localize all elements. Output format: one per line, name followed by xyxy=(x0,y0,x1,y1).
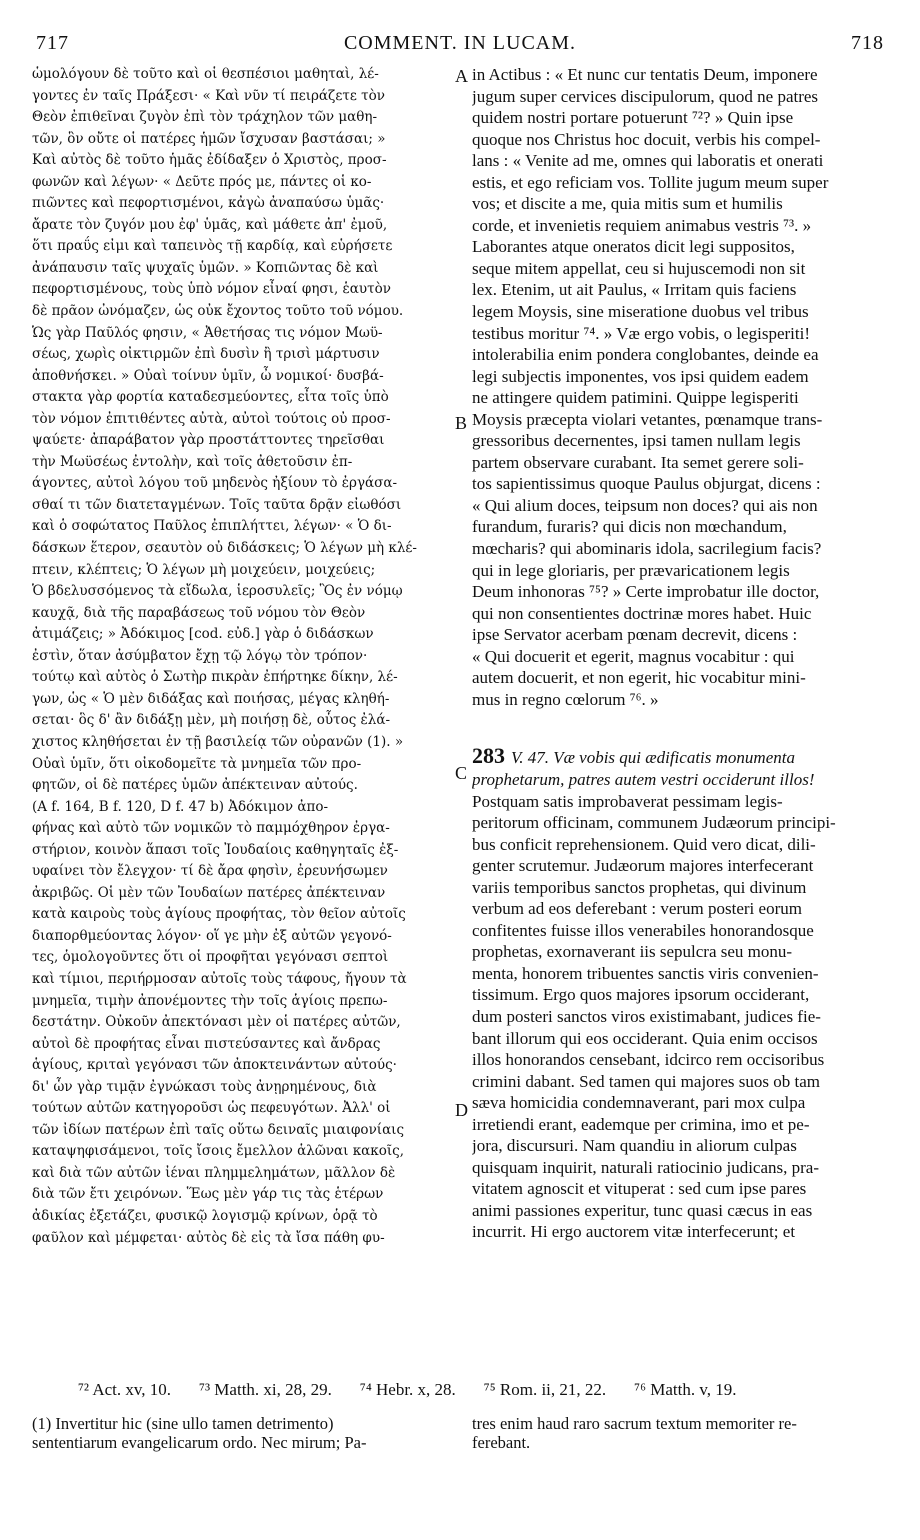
latin-text-line: corde, et invenietis requiem animabus vestris ⁷³. » xyxy=(472,215,812,235)
greek-text-line: ἐστὶν, ὅταν ἀσύμβατον ἔχῃ τῷ λόγῳ τὸν τρόπον· xyxy=(32,647,368,664)
greek-text-line: στακτα γὰρ φορτία καταδεσμεύοντες, εἶτα τοῖς ὑπὸ xyxy=(32,389,389,406)
latin-text-line: ne attingere quidem patimini. Quippe legisperiti xyxy=(472,388,799,408)
greek-text-line: στήριον, κοινὸν ἅπασι τοῖς Ἰουδαίοις καθηγηταῖς ἐξ- xyxy=(32,841,399,858)
greek-text-line: γων, ὡς « Ὁ μὲν διδάξας καὶ ποιήσας, μέγας κληθή- xyxy=(32,690,390,707)
greek-text-line: μνημεῖα, τιμὴν ἀπονέμοντες τὴν τοῖς ἁγίοις πρεπω- xyxy=(32,992,388,1009)
note-text-line: sententiarum evangelicarum ordo. Nec mirum; Pa- xyxy=(32,1433,367,1452)
latin-text-line: incurrit. Hi ergo auctorem vitæ interfecerunt; et xyxy=(472,1222,796,1242)
latin-section-a xyxy=(472,64,886,710)
latin-text-line: intolerabilia enim pondera conglobantes, deinde ea xyxy=(472,345,819,365)
latin-text-line: sæva homicidia condemnaverant, pari mox culpa xyxy=(472,1093,806,1113)
latin-text-line: bus conficit reprehensionem. Quid vero dicat, dili- xyxy=(472,834,816,854)
page-number-right: 718 xyxy=(851,32,884,54)
greek-text-line: ἀκριβῶς. Οἱ μὲν τῶν Ἰουδαίων πατέρες ἀπέκτειναν xyxy=(32,884,386,901)
latin-text-line: qui non consentientes doctrinæ mores habet. Huic xyxy=(472,603,812,623)
footnote-left xyxy=(32,1414,456,1452)
latin-text-line: dum posteri sanctos viros existimabant, judices fie- xyxy=(472,1006,821,1026)
greek-text-line: καὶ ὁ σοφώτατος Παῦλος ἐπιπλήττει, λέγων· « Ὁ δι- xyxy=(32,518,392,535)
latin-text-line: qui in lege gloriaris, per prævaricationem legis xyxy=(472,560,790,580)
greek-text-line: τες, ὁμολογοῦντες ὅτι οἱ προφῆται γεγόνασι σεπτοὶ xyxy=(32,949,389,966)
footnote-reference: ⁷⁵ Rom. ii, 21, 22. xyxy=(483,1380,607,1399)
greek-text-line: σθαί τι τῶν διατεταγμένων. Τοῖς ταῦτα δρᾷν εἰωθόσι xyxy=(32,496,402,513)
greek-text-line: τούτῳ καὶ αὐτὸς ὁ Σωτὴρ πικρὰν ἐπήρτηκε δίκην, λέ- xyxy=(32,669,398,686)
running-header xyxy=(36,32,884,62)
greek-text-line: φαῦλον καὶ μέμφεται· αὐτὸς δὲ εἰς τὰ ἴσα πάθη φυ- xyxy=(32,1229,385,1246)
latin-text-line: autem docuerit, et non egerit, hic vocabitur mini- xyxy=(472,668,806,688)
latin-text-line: Deum inhonoras ⁷⁵? » Certe improbatur ille doctor, xyxy=(472,582,820,602)
latin-text-line: gressoribus decernentes, ipsi tamen nullam legis xyxy=(472,431,801,451)
latin-text-line: prophetas, exornaverant iis sepulcra seu monu- xyxy=(472,942,793,962)
greek-text-line: γοντες ἐν ταῖς Πράξεσι· « Καὶ νῦν τί πειράζετε τὸν xyxy=(32,87,385,104)
section-heading xyxy=(472,745,886,790)
greek-text-line: σέως, χωρὶς οἰκτιρμῶν ἐπὶ δυσὶν ἢ τρισὶ μάρτυσιν xyxy=(32,346,380,363)
footnote-reference: ⁷⁴ Hebr. x, 28. xyxy=(359,1380,456,1399)
latin-text-line: mus in regno cœlorum ⁷⁶. » xyxy=(472,689,659,709)
latin-text-line: Laborantes atque oneratos dicit legi suppositos, xyxy=(472,237,795,257)
latin-text-line: tissimum. Ergo quos majores ipsorum occiderant, xyxy=(472,985,810,1005)
greek-text-line: τὴν Μωϋσέως ἐντολὴν, καὶ τοῖς ἀθετοῦσιν ἐπ- xyxy=(32,453,353,470)
latin-text-line: legi subjectis imponentes, vos ipsi quidem eadem xyxy=(472,366,809,386)
greek-text-line: καταψηφισάμενοι, τοῖς ἴσοις ἔμελλον ἁλῶναι κακοῖς, xyxy=(32,1143,404,1160)
margin-marker-b: B xyxy=(455,413,468,433)
greek-text-line: πτειν, κλέπτεις; Ὁ λέγων μὴ μοιχεύειν, μοιχεύεις; xyxy=(32,561,376,578)
greek-text-line: Καὶ αὐτὸς δὲ τοῦτο ἡμᾶς ἐδίδαξεν ὁ Χριστὸς, προσ- xyxy=(32,152,387,169)
margin-marker-c: C xyxy=(455,763,468,783)
latin-text-line: Postquam satis improbaverat pessimam legis- xyxy=(472,791,783,811)
greek-text-line: (A f. 164, B f. 120, D f. 47 b) Ἀδόκιμον ἀπο- xyxy=(32,798,329,815)
footnote-reference: ⁷³ Matth. xi, 28, 29. xyxy=(199,1380,332,1399)
margin-marker-a: A xyxy=(455,66,468,86)
greek-text-line: σεται· ὃς δ' ἂν διδάξῃ μὲν, μὴ ποιήσῃ δὲ, οὗτος ἐλά- xyxy=(32,712,391,729)
greek-text-line: ἄρατε τὸν ζυγόν μου ἐφ' ὑμᾶς, καὶ μάθετε ἀπ' ἐμοῦ, xyxy=(32,216,388,233)
footnote-reference: ⁷⁶ Matth. v, 19. xyxy=(634,1380,737,1399)
greek-text-line: δὲ πρᾶον ὠνόμαζεν, ὡς οὐκ ἔχοντος τοῦτο τοῦ νόμου. xyxy=(32,303,404,320)
greek-text-line: ἁγίους, κριταὶ γεγόνασι τῶν ἀποκτεινάντων αὐτούς· xyxy=(32,1057,397,1074)
greek-text-line: Οὐαὶ ὑμῖν, ὅτι οἰκοδομεῖτε τὰ μνημεῖα τῶν προ- xyxy=(32,755,362,772)
greek-text-line: ἀδικίας ἐξετάζει, φυσικῷ λογισμῷ κρίνων, ὁρᾷ τὸ xyxy=(32,1207,378,1224)
latin-text-line: menta, honorem tribuentes sanctis viris convenien- xyxy=(472,963,819,983)
latin-text-line: ipse Servator acerbam pœnam decrevit, dicens : xyxy=(472,625,798,645)
greek-text-line: καὶ διὰ τῶν αὐτῶν ἰέναι πλημμελημάτων, μᾶλλον δὲ xyxy=(32,1164,396,1181)
greek-text-line: ἀποθνήσκει. » Οὐαὶ τοίνυν ὑμῖν, ὦ νομικοί· δυσβά- xyxy=(32,367,384,384)
latin-text-line: quidem nostri portare potuerunt ⁷²? » Quin ipse xyxy=(472,108,794,128)
greek-text-line: δάσκων ἕτερον, σεαυτὸν οὐ διδάσκεις; Ὁ λέγων μὴ κλέ- xyxy=(32,540,417,557)
footnote-references xyxy=(78,1380,880,1400)
greek-text-line: φητῶν, οἱ δὲ πατέρες ὑμῶν ἀπέκτειναν αὐτούς. xyxy=(32,777,358,794)
greek-text-line: ὅτι πραΰς εἰμι καὶ ταπεινὸς τῇ καρδίᾳ, καὶ εὑρήσετε xyxy=(32,238,393,255)
greek-text-line: Ὡς γὰρ Παῦλός φησιν, « Ἀθετήσας τις νόμον Μωϋ- xyxy=(32,324,383,341)
latin-column xyxy=(472,64,886,1243)
note-text-line: ferebant. xyxy=(472,1433,531,1452)
latin-text-line: quoque nos Christus hoc docuit, verbis his compel- xyxy=(472,129,821,149)
greek-text-line: πεφορτισμένους, τοὺς ὑπὸ νόμον εἶναί φησι, ἑαυτὸν xyxy=(32,281,391,298)
latin-text-line: lex. Etenim, ut ait Paulus, « Irritam quis faciens xyxy=(472,280,797,300)
greek-text-line: τῶν ἰδίων πατέρων ἐπὶ ταῖς οὕτω δειναῖς μιαιφονίαις xyxy=(32,1121,405,1138)
latin-text-line: animi passiones experitur, tunc quasi cæcus in eas xyxy=(472,1200,813,1220)
latin-text-line: variis temporibus sanctos prophetas, qui divinum xyxy=(472,877,807,897)
greek-text-line: αὐτοὶ δὲ προφήτας εἶναι πιστεύσαντες καὶ ἄνδρας xyxy=(32,1035,381,1052)
greek-text-line: Ὁ βδελυσσόμενος τὰ εἴδωλα, ἱεροσυλεῖς; Ὃς ἐν νόμῳ xyxy=(32,583,403,600)
latin-text-line: verbum ad eos deferebant : verum posteri eorum xyxy=(472,899,802,919)
latin-text-line: seque mitem appellat, ceu si hujuscemodi non sit xyxy=(472,258,806,278)
greek-text-line: υφαίνει τὸν ἔλεγχον· τί δὲ ἄρα φησὶν, ἐρευνήσωμεν xyxy=(32,863,388,880)
greek-text-line: τῶν, ὃν οὔτε οἱ πατέρες ἡμῶν ἴσχυσαν βαστάσαι; » xyxy=(32,130,386,147)
page-number-left: 717 xyxy=(36,32,69,54)
latin-section-b xyxy=(472,791,886,1243)
latin-text-line: lans : « Venite ad me, omnes qui laboratis et onerati xyxy=(472,151,824,171)
latin-text-line: bant illorum qui eos occiderant. Quia enim occisos xyxy=(472,1028,818,1048)
greek-text-line: δεστάτην. Οὐκοῦν ἀπεκτόνασι μὲν οἱ πατέρες αὐτῶν, xyxy=(32,1014,401,1031)
greek-text-line: φωνῶν καὶ λέγων· « Δεῦτε πρός με, πάντες οἱ κο- xyxy=(32,173,372,190)
latin-text-line: vitatem agnoscit et vituperat : sed cum ipse pares xyxy=(472,1179,807,1199)
latin-text-line: jora, discursuri. Nam quandiu in aliorum culpas xyxy=(472,1136,797,1156)
latin-text-line: peritorum officinam, communem Judæorum principi- xyxy=(472,813,836,833)
greek-text-line: άγοντες, αὐτοὶ λόγου τοῦ μηδενὸς ἠξίουν τὸ ἐργάσα- xyxy=(32,475,398,492)
latin-text-line: tos sapientissimus quoque Paulus objurgat, dicens : xyxy=(472,474,821,494)
greek-text-line: χιστος κληθήσεται ἐν τῇ βασιλείᾳ τῶν οὐρανῶν (1). » xyxy=(32,733,404,750)
latin-text-line: vos; et discite a me, quia mitis sum et humilis xyxy=(472,194,783,214)
latin-text-line: confitentes fuisse illos venerabiles honorandosque xyxy=(472,920,814,940)
latin-text-line: jugum super cervices discipulorum, quod ne patres xyxy=(472,86,819,106)
section-heading-line-2: prophetarum, patres autem vestri occiderunt illos! xyxy=(472,769,815,789)
section-number: 283 xyxy=(472,745,505,769)
greek-text-line: ἀτιμάζεις; » Ἀδόκιμος [cod. εὐδ.] γὰρ ὁ διδάσκων xyxy=(32,626,374,643)
latin-text-line: crimini dabant. Sed tamen qui majores suos ob tam xyxy=(472,1071,820,1091)
note-text-line: (1) Invertitur hic (sine ullo tamen detrimento) xyxy=(32,1414,334,1433)
greek-text-line: τούτων αὐτῶν κατηγοροῦσι ὡς πεφευγότων. Ἀλλ' οἱ xyxy=(32,1100,391,1117)
greek-text-line: πιῶντες καὶ πεφορτισμένοι, κἀγὼ ἀναπαύσω ὑμᾶς· xyxy=(32,195,385,212)
section-heading-line-1: V. 47. Væ vobis qui ædificatis monumenta xyxy=(511,748,795,768)
margin-marker-d: D xyxy=(455,1100,468,1120)
greek-text-line: τὸν νόμον ἐπιτιθέντες αὐτὰ, αὐτοὶ τούτοις οὐ προσ- xyxy=(32,410,391,427)
latin-text-line: partem observare curabant. Ita semet gerere soli- xyxy=(472,452,804,472)
greek-column xyxy=(32,64,456,1249)
latin-text-line: testibus moritur ⁷⁴. » Væ ergo vobis, o legisperiti! xyxy=(472,323,810,343)
running-title: COMMENT. IN LUCAM. xyxy=(343,32,577,54)
latin-text-line: Moysis præcepta violari vetantes, pœnamque trans- xyxy=(472,409,823,429)
latin-text-line: furandum, furaris? qui dicis non mœchandum, xyxy=(472,517,787,537)
latin-text-line: illos honorandos censebant, idcirco rem occisoribus xyxy=(472,1050,825,1070)
greek-text-line: δι' ὧν γὰρ τιμᾷν ἐγνώκασι τοὺς ἀνῃρημένους, διὰ xyxy=(32,1078,377,1095)
latin-text-line: mœcharis? qui abominaris idola, sacrilegium facis? xyxy=(472,539,822,559)
latin-text-line: « Qui alium doces, teipsum non doces? qui ais non xyxy=(472,495,818,515)
latin-text-line: legem Moysis, sine miseratione duobus vel tribus xyxy=(472,302,809,322)
greek-text-line: καυχᾷ, διὰ τῆς παραβάσεως τοῦ νόμου τὸν Θεὸν xyxy=(32,604,366,621)
greek-text-line: ψαύετε· ἀπαράβατον γὰρ προστάττοντες τηρεῖσθαι xyxy=(32,432,385,449)
latin-text-line: irretiendi erant, eademque per crimina, imo et pe- xyxy=(472,1114,810,1134)
greek-text-line: φήνας καὶ αὐτὸ τῶν νομικῶν τὸ παμμόχθηρον ἐργα- xyxy=(32,820,390,837)
greek-text-line: κατὰ καιροὺς τοὺς ἁγίους προφήτας, τὸν θεῖον αὐτοῖς xyxy=(32,906,406,923)
greek-text-line: καὶ τίμιοι, περιήρμοσαν αὐτοῖς τοὺς τάφους, ἤγουν τὰ xyxy=(32,970,407,987)
latin-text-line: genter scrutemur. Judæorum majores interfecerant xyxy=(472,856,814,876)
greek-text-line: ὡμολόγουν δὲ τοῦτο καὶ οἱ θεσπέσιοι μαθηταὶ, λέ- xyxy=(32,66,379,82)
footnote-right xyxy=(472,1414,886,1452)
greek-text-line: ἀνάπαυσιν ταῖς ψυχαῖς ὑμῶν. » Κοπιῶντας δὲ καὶ xyxy=(32,259,379,276)
greek-text-line: διὰ τῶν ἔτι χειρόνων. Ἕως μὲν γάρ τις τὰς ἑτέρων xyxy=(32,1186,384,1203)
footnote-reference: ⁷² Act. xv, 10. xyxy=(78,1380,172,1399)
greek-text-line: διαπορθμεύοντας λόγον· οἵ γε μὴν ἐξ αὐτῶν γεγονό- xyxy=(32,927,392,944)
note-text-line: tres enim haud raro sacrum textum memoriter re- xyxy=(472,1414,797,1433)
latin-text-line: in Actibus : « Et nunc cur tentatis Deum, imponere xyxy=(472,65,818,84)
latin-text-line: « Qui docuerit et egerit, magnus vocabitur : qui xyxy=(472,646,795,666)
latin-text-line: estis, et ego reficiam vos. Tollite jugum meum super xyxy=(472,172,829,192)
latin-text-line: quisquam inquirit, naturali ratiocinio judicans, pra- xyxy=(472,1157,819,1177)
greek-text-line: Θεὸν ἐπιθεῖναι ζυγὸν ἐπὶ τὸν τράχηλον τῶν μαθη- xyxy=(32,109,378,126)
